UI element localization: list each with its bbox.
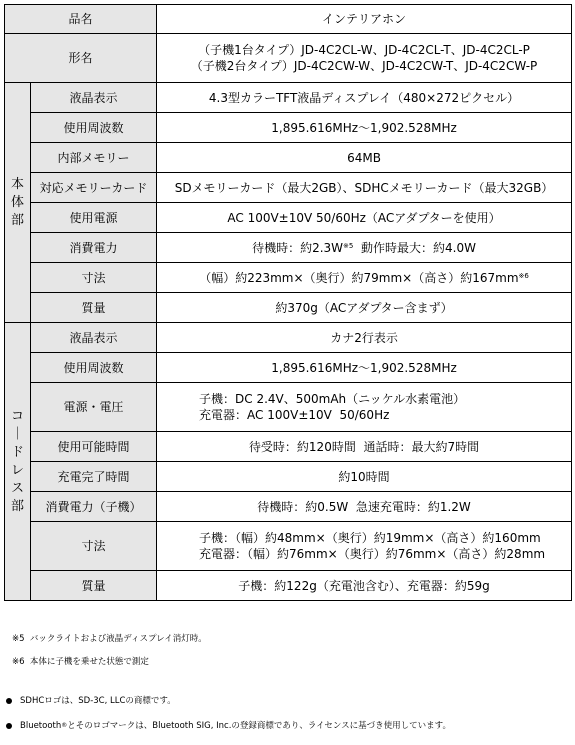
memory-card-label: 対応メモリーカード xyxy=(31,173,157,203)
registered-mark: ® xyxy=(61,722,68,729)
model-line-2: （子機2台タイプ）JD-4C2CW-W、JD-4C2CW-T、JD-4C2CW-P xyxy=(190,59,538,73)
cordless-group-label: コ ｜ ド レ ス 部 xyxy=(5,323,31,601)
table-row xyxy=(5,203,572,233)
model-line-1: （子機1台タイプ）JD-4C2CL-W、JD-4C2CL-T、JD-4C2CL-P xyxy=(198,43,530,57)
table-row xyxy=(5,383,572,432)
trademark-notes xyxy=(6,695,451,745)
cordless-lcd-value: カナ2行表示 xyxy=(157,323,572,353)
table-row xyxy=(5,5,572,34)
mass-label: 質量 xyxy=(31,293,157,323)
footnote-5: ※5 バックライトおよび液晶ディスプレイ消灯時。 xyxy=(12,634,207,644)
power-source-label: 使用電源 xyxy=(31,203,157,233)
footnote-6: ※6 本体に子機を乗せた状態で測定 xyxy=(12,657,149,667)
lcd-label: 液晶表示 xyxy=(31,83,157,113)
table-row xyxy=(5,432,572,462)
power-consumption-value: 待機時：約2.3W$^{※5}$ 動作時最大：約4.0W xyxy=(157,233,572,263)
handset-consumption-label: 消費電力（子機） xyxy=(31,492,157,522)
charge-time-value: 約10時間 xyxy=(157,462,572,492)
note-ref-6: ※6 xyxy=(518,271,529,280)
memory-card-value: SDメモリーカード（最大2GB）、SDHCメモリーカード（最大32GB） xyxy=(157,173,572,203)
table-row xyxy=(5,492,572,522)
product-name-label: 品名 xyxy=(5,5,157,34)
table-row xyxy=(5,263,572,293)
cordless-frequency-value: 1,895.616MHz～1,902.528MHz xyxy=(157,353,572,383)
dimensions-label: 寸法 xyxy=(31,263,157,293)
power-voltage-value: 子機：DC 2.4V、500mAh（ニッケル水素電池） 充電器：AC 100V±10V 50/60Hz xyxy=(157,383,572,432)
base-unit-group-label: 本 体 部 xyxy=(5,83,31,323)
handset-consumption-value: 待機時：約0.5W 急速充電時：約1.2W xyxy=(157,492,572,522)
memory-value: 64MB xyxy=(157,143,572,173)
table-row xyxy=(5,323,572,353)
lcd-value: 4.3型カラーTFT液晶ディスプレイ（480×272ピクセル） xyxy=(157,83,572,113)
bluetooth-trademark-note: Bluetooth®とそのロゴマークは、Bluetooth SIG, Inc.の登録商標であり、ライセンスに基づき使用しています。 xyxy=(6,720,451,732)
frequency-label: 使用周波数 xyxy=(31,113,157,143)
usable-time-value: 待受時：約120時間 通話時：最大約7時間 xyxy=(157,432,572,462)
dimensions-value: （幅）約223mm×（奥行）約79mm×（高さ）約167mm$^{※6}$ xyxy=(157,263,572,293)
cordless-frequency-label: 使用周波数 xyxy=(31,353,157,383)
model-label: 形名 xyxy=(5,34,157,83)
bullet-icon xyxy=(6,723,12,729)
table-row xyxy=(5,522,572,571)
table-row xyxy=(5,173,572,203)
cordless-mass-value: 子機：約122g（充電池含む）、充電器：約59g xyxy=(157,571,572,601)
table-row xyxy=(5,83,572,113)
cordless-dimensions-value: 子機：（幅）約48mm×（奥行）約19mm×（高さ）約160mm 充電器：（幅）約76mm×（奥行）約76mm×（高さ）約28mm xyxy=(157,522,572,571)
table-row xyxy=(5,143,572,173)
charge-time-label: 充電完了時間 xyxy=(31,462,157,492)
product-name-value: インテリアホン xyxy=(157,5,572,34)
frequency-value: 1,895.616MHz～1,902.528MHz xyxy=(157,113,572,143)
memory-label: 内部メモリー xyxy=(31,143,157,173)
bullet-icon xyxy=(6,698,12,704)
table-row xyxy=(5,34,572,83)
cordless-mass-label: 質量 xyxy=(31,571,157,601)
usable-time-label: 使用可能時間 xyxy=(31,432,157,462)
mass-value: 約370g（ACアダプター含まず） xyxy=(157,293,572,323)
table-row xyxy=(5,462,572,492)
table-row xyxy=(5,113,572,143)
power-consumption-label: 消費電力 xyxy=(31,233,157,263)
model-value xyxy=(157,34,572,83)
power-voltage-label: 電源・電圧 xyxy=(31,383,157,432)
cordless-dimensions-label: 寸法 xyxy=(31,522,157,571)
footnotes xyxy=(12,633,207,679)
table-row xyxy=(5,293,572,323)
sdhc-trademark-note: SDHCロゴは、SD-3C, LLCの商標です。 xyxy=(6,695,451,707)
power-source-value: AC 100V±10V 50/60Hz（ACアダプターを使用） xyxy=(157,203,572,233)
table-row xyxy=(5,571,572,601)
note-ref-5: ※5 xyxy=(343,241,354,250)
table-row xyxy=(5,233,572,263)
cordless-lcd-label: 液晶表示 xyxy=(31,323,157,353)
spec-table xyxy=(4,4,572,601)
table-row xyxy=(5,353,572,383)
